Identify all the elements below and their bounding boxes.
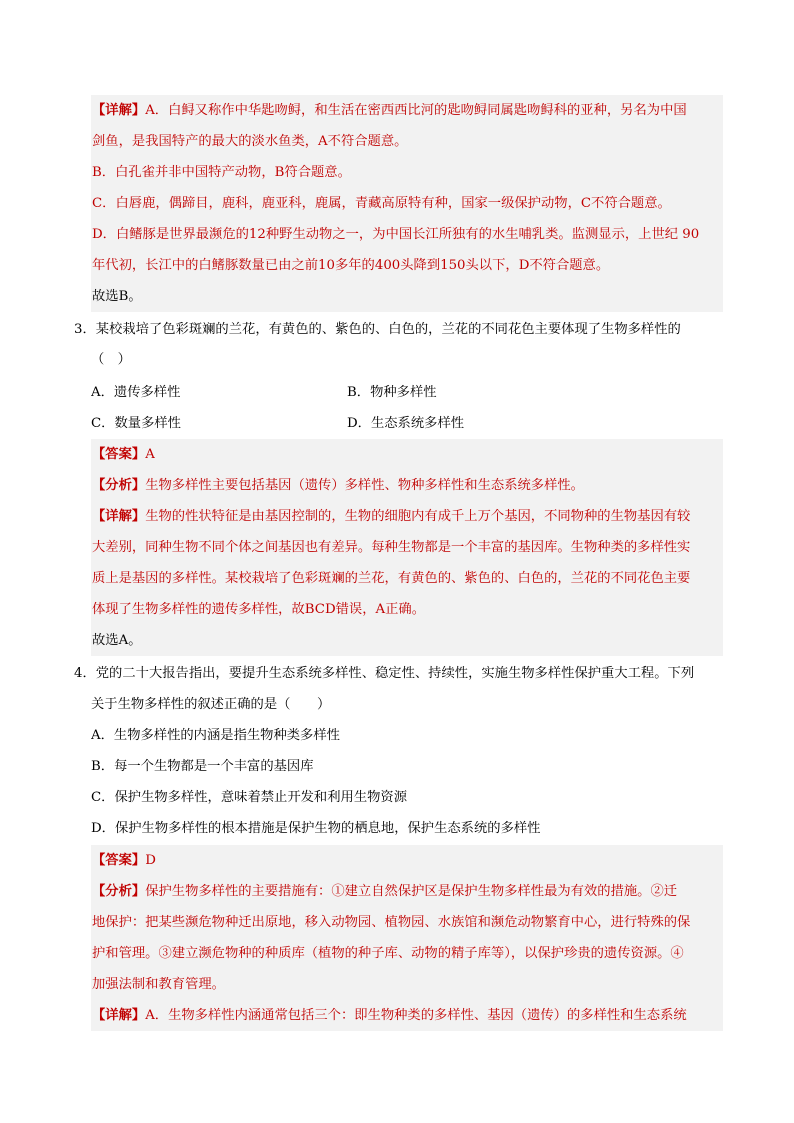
q2-detail-line-4: C．白唇鹿，偶蹄目，鹿科，鹿亚科，鹿属，青藏高原特有种，国家一级保护动物，C不符合题意。 bbox=[91, 188, 723, 219]
q3-detail-line-4: 体现了生物多样性的遗传多样性，故BCD错误，A正确。 bbox=[91, 594, 723, 625]
q3-option-b: B．物种多样性 bbox=[347, 385, 437, 400]
q4-option-a: A．生物多样性的内涵是指生物种类多样性 bbox=[91, 728, 340, 743]
q4-detail-line-1: 【详解】A．生物多样性内涵通常包括三个：即生物种类的多样性、基因（遗传）的多样性和生态系统 bbox=[91, 1000, 723, 1031]
q4-analysis-line-3: 护和管理。③建立濒危物种的种质库（植物的种子库、动物的精子库等），以保护珍贵的遗传资源。④ bbox=[91, 938, 723, 969]
q4-option-b: B．每一个生物都是一个丰富的基因库 bbox=[91, 759, 314, 774]
q2-detail-line-1: 【详解】A．白鲟又称作中华匙吻鲟，和生活在密西西比河的匙吻鲟同属匙吻鲟科的亚种，另名为中国 bbox=[91, 95, 723, 126]
q4-stem-line-2: 关于生物多样性的叙述正确的是（ ） bbox=[91, 697, 331, 712]
q2-detail-line-6: 年代初，长江中的白鳍豚数量已由之前10多年的400头降到150头以下，D不符合题意。 bbox=[91, 250, 723, 281]
q2-detail-line-2: 剑鱼，是我国特产的最大的淡水鱼类，A不符合题意。 bbox=[91, 126, 723, 157]
q2-detail-line-5: D．白鳍豚是世界最濒危的12种野生动物之一，为中国长江所独有的水生哺乳类。监测显示，上世纪 90 bbox=[91, 219, 723, 250]
detail-tag: 【详解】 bbox=[92, 1008, 146, 1023]
analysis-tag: 【分析】 bbox=[92, 478, 146, 493]
answer-tag: 【答案】 bbox=[92, 447, 146, 462]
answer-tag: 【答案】 bbox=[92, 853, 146, 868]
q3-detail-line-2: 大差别，同种生物不同个体之间基因也有差异。每种生物都是一个丰富的基因库。生物种类的多样性实 bbox=[91, 532, 723, 563]
q3-option-d: D．生态系统多样性 bbox=[347, 416, 465, 431]
q4-option-c: C．保护生物多样性，意味着禁止开发和利用生物资源 bbox=[91, 790, 408, 805]
q2-detail-line-3: B．白孔雀并非中国特产动物，B符合题意。 bbox=[91, 157, 723, 188]
q4-analysis-line-1: 【分析】保护生物多样性的主要措施有：①建立自然保护区是保护生物多样性最为有效的措施。②迁 bbox=[91, 876, 723, 907]
detail-tag: 【详解】 bbox=[92, 509, 146, 524]
q3-option-c: C．数量多样性 bbox=[91, 416, 181, 431]
q4-analysis-line-4: 加强法制和教育管理。 bbox=[91, 969, 723, 1000]
q3-stem-line-1: 3．某校栽培了色彩斑斓的兰花，有黄色的、紫色的、白色的，兰花的不同花色主要体现了生物多样性的 bbox=[74, 322, 681, 337]
q2-conclusion: 故选B。 bbox=[91, 281, 723, 312]
q3-conclusion: 故选A。 bbox=[91, 625, 723, 656]
q4-option-d: D．保护生物多样性的根本措施是保护生物的栖息地，保护生态系统的多样性 bbox=[91, 821, 541, 836]
q4-analysis-line-2: 地保护：把某些濒危物种迁出原地，移入动物园、植物园、水族馆和濒危动物繁育中心，进行特殊的保 bbox=[91, 907, 723, 938]
q4-stem-line-1: 4．党的二十大报告指出，要提升生态系统多样性、稳定性、持续性，实施生物多样性保护重大工程。下列 bbox=[74, 666, 695, 681]
q3-analysis: 【分析】生物多样性主要包括基因（遗传）多样性、物种多样性和生态系统多样性。 bbox=[91, 470, 723, 501]
q3-option-a: A．遗传多样性 bbox=[91, 385, 181, 400]
analysis-tag: 【分析】 bbox=[92, 884, 146, 899]
q3-detail-line-1: 【详解】生物的性状特征是由基因控制的，生物的细胞内有成千上万个基因，不同物种的生物基因有较 bbox=[91, 501, 723, 532]
q3-answer: 【答案】A bbox=[91, 439, 723, 470]
q3-detail-line-3: 质上是基因的多样性。某校栽培了色彩斑斓的兰花，有黄色的、紫色的、白色的，兰花的不同花色主要 bbox=[91, 563, 723, 594]
q3-stem-line-2: （ ） bbox=[91, 352, 131, 367]
q4-answer: 【答案】D bbox=[91, 845, 723, 876]
detail-tag: 【详解】 bbox=[92, 103, 146, 118]
